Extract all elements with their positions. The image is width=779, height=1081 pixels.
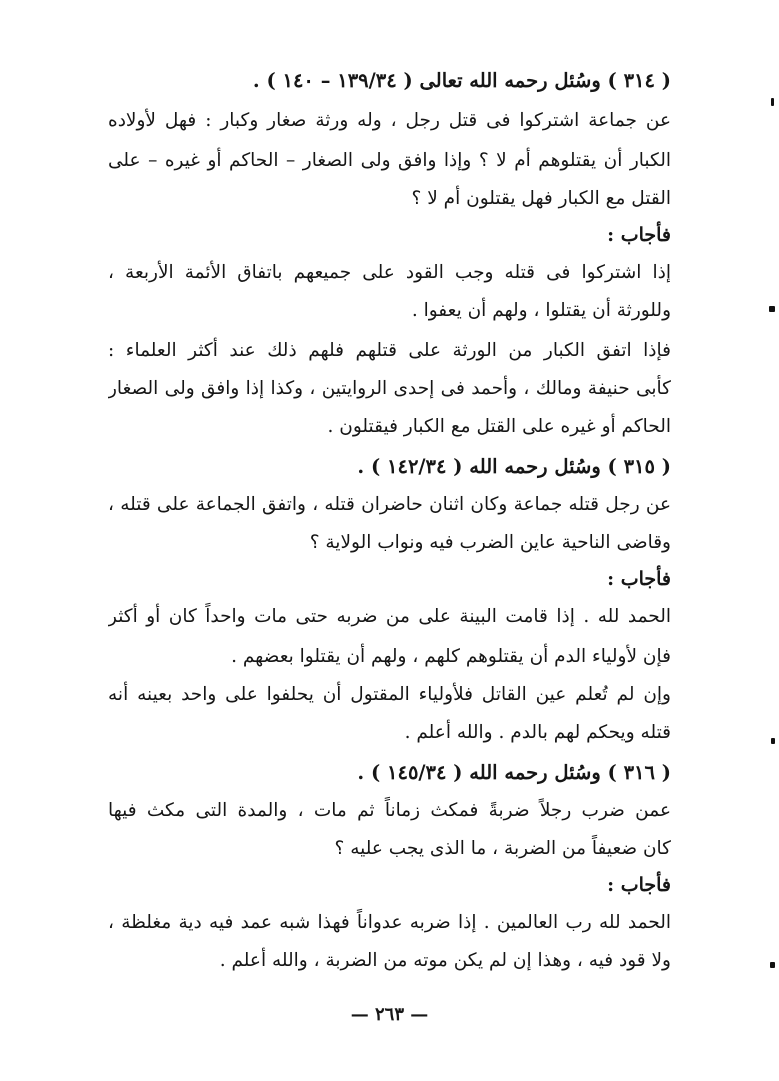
- answer-heading: فأجاب :: [607, 874, 671, 896]
- question-314-heading: ( ٣١٤ ) وسُئل رحمه الله تعالى ( ١٣٩/٣٤ – ١٤٠ ) .: [252, 69, 671, 92]
- answer-heading: فأجاب :: [607, 224, 671, 246]
- question-316-heading: ( ٣١٦ ) وسُئل رحمه الله ( ١٤٥/٣٤ ) .: [357, 761, 671, 784]
- text-line: إذا اشتركوا فى قتله وجب القود على جميعهم باتفاق الأئمة الأربعة ،: [108, 262, 671, 283]
- text-line: وللورثة أن يقتلوا ، ولهم أن يعفوا .: [411, 300, 671, 321]
- text-line: القتل مع الكبار فهل يقتلون أم لا ؟: [411, 188, 671, 209]
- scan-mark: [771, 98, 774, 106]
- text-line: كأبى حنيفة ومالك ، وأحمد فى إحدى الروايتين ، وكذا إذا وافق ولى الصغار: [108, 378, 671, 399]
- text-line: قتله ويحكم لهم بالدم . والله أعلم .: [404, 722, 671, 743]
- text-line: عمن ضرب رجلاً ضربةً فمكث زماناً ثم مات ، والمدة التى مكث فيها: [108, 800, 671, 821]
- text-line: الحاكم أو غيره على القتل مع الكبار فيقتلون .: [327, 416, 671, 437]
- text-line: الحمد لله رب العالمين . إذا ضربه عدواناً فهذا شبه عمد فيه دية مغلظة ،: [108, 912, 671, 933]
- text-line: فإن لأولياء الدم أن يقتلوهم كلهم ، ولهم أن يقتلوا بعضهم .: [231, 646, 671, 667]
- text-line: كان ضعيفاً من الضربة ، ما الذى يجب عليه ؟: [334, 838, 671, 859]
- text-line: فإذا اتفق الكبار من الورثة على قتلهم فلهم ذلك عند أكثر العلماء :: [108, 340, 671, 361]
- text-line: الكبار أن يقتلوهم أم لا ؟ وإذا وافق ولى الصغار – الحاكم أو غيره – على: [108, 150, 671, 171]
- text-line: الحمد لله . إذا قامت البينة على من ضربه حتى مات واحداً كان أو أكثر: [108, 606, 671, 627]
- text-line: وقاضى الناحية عاين الضرب فيه ونواب الولاية ؟: [309, 532, 671, 553]
- scan-mark: [770, 962, 775, 968]
- answer-heading: فأجاب :: [607, 568, 671, 590]
- text-line: عن جماعة اشتركوا فى قتل رجل ، وله ورثة صغار وكبار : فهل لأولاده: [108, 110, 671, 131]
- scan-mark: [771, 738, 775, 744]
- scan-mark: [769, 306, 775, 312]
- text-line: وإن لم تُعلم عين القاتل فلأولياء المقتول أن يحلفوا على واحد بعينه أنه: [108, 684, 671, 705]
- page-number: — ٢٦٣ —: [350, 1004, 429, 1025]
- question-315-heading: ( ٣١٥ ) وسُئل رحمه الله ( ١٤٢/٣٤ ) .: [357, 455, 671, 478]
- text-line: عن رجل قتله جماعة وكان اثنان حاضران قتله ، واتفق الجماعة على قتله ،: [108, 494, 671, 515]
- text-line: ولا قود فيه ، وهذا إن لم يكن موته من الضربة ، والله أعلم .: [219, 950, 671, 971]
